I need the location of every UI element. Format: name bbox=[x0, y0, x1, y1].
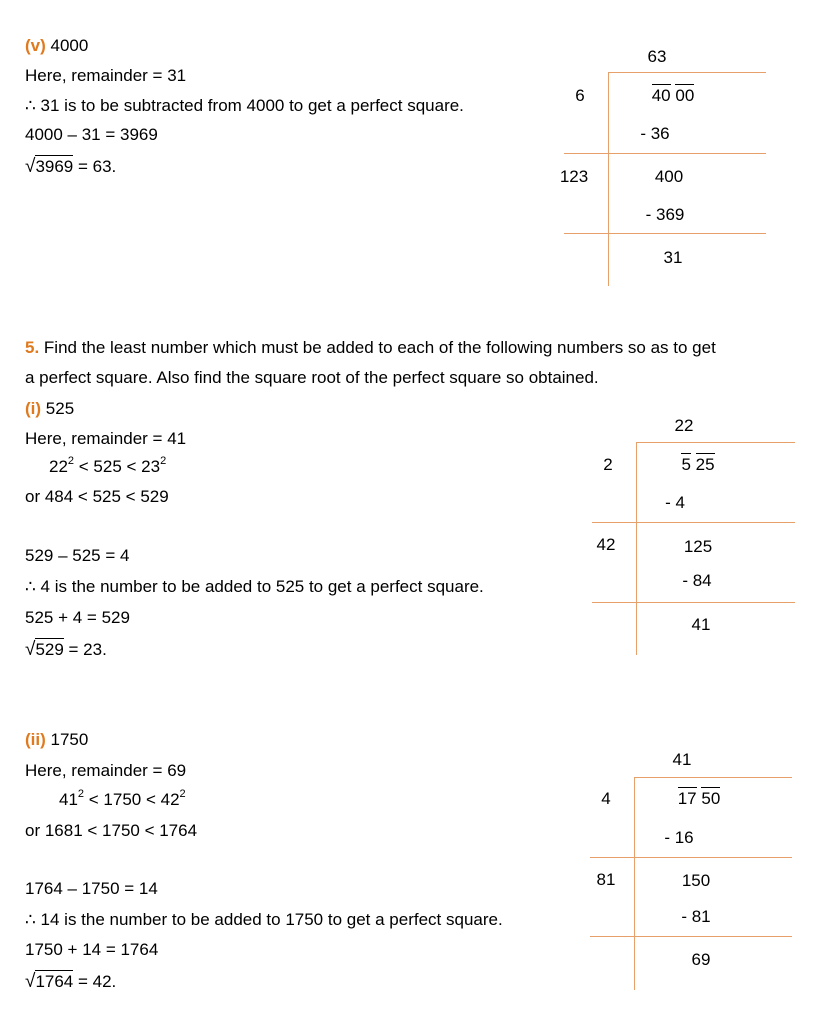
part-ii-tag: (ii) bbox=[25, 730, 46, 749]
exponent: 2 bbox=[67, 455, 75, 468]
part-v-calc-line: 4000 – 31 = 3969 bbox=[25, 125, 158, 144]
division-rule bbox=[635, 777, 792, 778]
part-ii-inequality: $41^2 < 1750 < 42^2$ bbox=[59, 788, 186, 809]
sqrt-sign: √ bbox=[25, 971, 36, 992]
part-ii-divisor-1: 4 bbox=[601, 789, 611, 808]
part-i-inequality: $22^2 < 525 < 23^2$ bbox=[49, 455, 167, 476]
part-i-tag: (i) bbox=[25, 399, 42, 418]
part-i-sqrt-result: = 23. bbox=[63, 640, 107, 659]
part-ii-pair-2: 50 bbox=[701, 789, 721, 808]
part-v-sqrt-radicand: 3969 bbox=[35, 157, 74, 176]
division-rule bbox=[590, 857, 792, 858]
part-i-divisor-2: 42 bbox=[596, 535, 616, 554]
part-i-number: 525 bbox=[45, 399, 75, 418]
exponent: 2 bbox=[160, 455, 167, 468]
question-5-text-1: Find the least number which must be added to each of the following numbers so as to get bbox=[39, 338, 716, 357]
sqrt-sign: √ bbox=[25, 639, 36, 660]
part-v-sqrt-result: = 63. bbox=[73, 157, 117, 176]
part-ii-subtract-2: - 81 bbox=[681, 907, 711, 926]
part-ii-divisor-2: 81 bbox=[596, 870, 616, 889]
sqrt-sign: √ bbox=[25, 156, 36, 177]
part-v-subtract-2: - 369 bbox=[645, 205, 685, 224]
division-rule bbox=[592, 602, 795, 603]
exponent: 2 bbox=[179, 788, 186, 801]
part-i-sqrt-line bbox=[25, 640, 107, 660]
part-i-divisor-1: 2 bbox=[603, 455, 613, 474]
part-v-subtract-1: - 36 bbox=[640, 124, 670, 143]
part-v-pair-2: 00 bbox=[675, 86, 695, 105]
exponent: 2 bbox=[77, 788, 85, 801]
division-rule bbox=[590, 936, 792, 937]
division-rule bbox=[636, 442, 637, 655]
part-ii-subtract-1: - 16 bbox=[664, 828, 694, 847]
part-v-divisor-1: 6 bbox=[575, 86, 585, 105]
part-ii-final-remainder: 69 bbox=[691, 950, 711, 969]
division-rule bbox=[637, 442, 795, 443]
part-v-pair-1: 40 bbox=[651, 86, 671, 105]
part-i-heading bbox=[25, 399, 74, 419]
part-i-diff-line: 529 – 525 = 4 bbox=[25, 546, 130, 565]
part-i-quotient: 22 bbox=[674, 416, 694, 435]
division-rule bbox=[608, 72, 609, 286]
part-i-subtract-1: - 4 bbox=[665, 493, 685, 512]
part-ii-dividend bbox=[651, 789, 747, 809]
part-v-tag: (v) bbox=[25, 36, 46, 55]
question-5-text-2: a perfect square. Also find the square root of the perfect square so obtained. bbox=[25, 368, 599, 387]
part-v-sqrt-line bbox=[25, 157, 116, 177]
part-ii-sqrt-radicand: 1764 bbox=[35, 972, 74, 991]
part-ii-sum-line: 1750 + 14 = 1764 bbox=[25, 940, 159, 959]
part-i-sum-line: 525 + 4 = 529 bbox=[25, 608, 130, 627]
part-ii-sqrt-line bbox=[25, 972, 116, 992]
part-i-pair-1: 5 bbox=[681, 455, 691, 474]
question-5-line-1 bbox=[25, 338, 716, 358]
question-5-number: 5. bbox=[25, 338, 40, 357]
part-v-quotient: 63 bbox=[647, 47, 667, 66]
part-v-conclusion-line: ∴ 31 is to be subtracted from 4000 to get a perfect square. bbox=[25, 96, 464, 115]
division-rule bbox=[592, 522, 795, 523]
part-ii-remainder-line: Here, remainder = 69 bbox=[25, 761, 187, 780]
division-rule bbox=[634, 777, 635, 990]
part-i-conclusion-line: ∴ 4 is the number to be added to 525 to get a perfect square. bbox=[25, 577, 484, 596]
part-ii-or-line: or 1681 < 1750 < 1764 bbox=[25, 821, 198, 840]
part-ii-remainder-1: 150 bbox=[681, 871, 711, 890]
part-ii-conclusion-line: ∴ 14 is the number to be added to 1750 to get a perfect square. bbox=[25, 910, 503, 929]
part-ii-sqrt-result: = 42. bbox=[73, 972, 117, 991]
part-i-pair-2: 25 bbox=[695, 455, 715, 474]
part-i-or-line: or 484 < 525 < 529 bbox=[25, 487, 169, 506]
part-v-number: 4000 bbox=[50, 36, 89, 55]
part-i-subtract-2: - 84 bbox=[682, 571, 712, 590]
part-v-dividend bbox=[620, 86, 726, 106]
part-v-final-remainder: 31 bbox=[663, 248, 683, 267]
part-ii-pair-1: 17 bbox=[677, 789, 697, 808]
part-ii-number: 1750 bbox=[50, 730, 89, 749]
part-i-dividend bbox=[650, 455, 746, 475]
division-rule bbox=[564, 153, 766, 154]
division-rule bbox=[564, 233, 766, 234]
part-v-remainder-1: 400 bbox=[654, 167, 684, 186]
part-i-sqrt-radicand: 529 bbox=[35, 640, 64, 659]
part-i-remainder-1: 125 bbox=[683, 537, 713, 556]
part-v-divisor-2: 123 bbox=[559, 167, 589, 186]
part-v-remainder-line: Here, remainder = 31 bbox=[25, 66, 187, 85]
part-i-final-remainder: 41 bbox=[691, 615, 711, 634]
part-i-remainder-line: Here, remainder = 41 bbox=[25, 429, 187, 448]
division-rule bbox=[609, 72, 766, 73]
part-v-heading bbox=[25, 36, 88, 56]
part-ii-heading bbox=[25, 730, 88, 750]
part-ii-quotient: 41 bbox=[672, 750, 692, 769]
part-ii-diff-line: 1764 – 1750 = 14 bbox=[25, 879, 158, 898]
